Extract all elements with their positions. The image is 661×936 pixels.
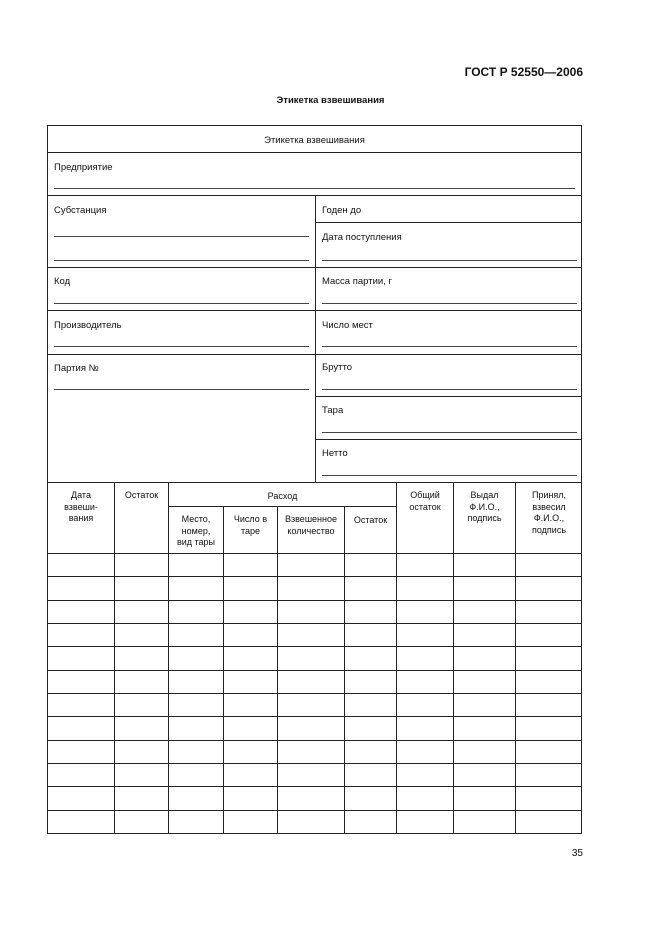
producer-label: Производитель [54, 320, 122, 331]
table-cell[interactable] [345, 811, 396, 833]
col-remainder-header: Остаток [124, 490, 159, 500]
gross-divider [315, 396, 581, 397]
table-cell[interactable] [454, 811, 515, 833]
table-cell[interactable] [345, 647, 396, 669]
table-cell[interactable] [516, 717, 581, 739]
table-cell[interactable] [49, 647, 114, 669]
table-cell[interactable] [278, 694, 344, 716]
table-cell[interactable] [454, 787, 515, 809]
table-cell[interactable] [224, 577, 277, 599]
sub-count-header: Число в таре [233, 514, 268, 536]
table-cell[interactable] [49, 577, 114, 599]
table-cell[interactable] [169, 694, 223, 716]
table-cell[interactable] [115, 741, 168, 763]
code-label: Код [54, 276, 71, 287]
net-label: Нетто [322, 448, 348, 459]
expense-subheader-divider [168, 506, 396, 507]
col-issued-header: Выдал Ф.И.О., подпись [467, 490, 502, 523]
table-cell[interactable] [224, 787, 277, 809]
form-caption: Этикетка взвешивания [264, 135, 365, 146]
table-cell[interactable] [278, 741, 344, 763]
table-cell[interactable] [345, 694, 396, 716]
table-cell[interactable] [345, 717, 396, 739]
table-cell[interactable] [224, 694, 277, 716]
batch-number-fill-line[interactable] [54, 389, 309, 390]
table-cell[interactable] [278, 717, 344, 739]
batch-number-label: Партия № [54, 363, 99, 374]
enterprise-label: Предприятие [54, 162, 113, 173]
table-cell[interactable] [516, 554, 581, 576]
table-cell[interactable] [49, 624, 114, 646]
table-cell[interactable] [397, 554, 453, 576]
net-fill-line[interactable] [322, 475, 577, 476]
table-cell[interactable] [115, 764, 168, 786]
table-cell[interactable] [224, 601, 277, 623]
table-cell[interactable] [278, 671, 344, 693]
table-cell[interactable] [224, 624, 277, 646]
places-label: Число мест [322, 320, 373, 331]
table-cell[interactable] [345, 741, 396, 763]
table-cell[interactable] [49, 811, 114, 833]
substance-fill-line-1[interactable] [54, 236, 309, 237]
table-cell[interactable] [454, 624, 515, 646]
table-cell[interactable] [397, 764, 453, 786]
table-cell[interactable] [454, 601, 515, 623]
table-cell[interactable] [169, 811, 223, 833]
table-cell[interactable] [454, 647, 515, 669]
table-cell[interactable] [49, 717, 114, 739]
table-cell[interactable] [454, 764, 515, 786]
table-cell[interactable] [345, 671, 396, 693]
table-cell[interactable] [454, 694, 515, 716]
table-cell[interactable] [516, 694, 581, 716]
expiry-label: Годен до [322, 205, 362, 216]
table-cell[interactable] [278, 647, 344, 669]
enterprise-fill-line[interactable] [54, 188, 575, 189]
table-cell[interactable] [49, 554, 114, 576]
table-cell[interactable] [224, 647, 277, 669]
table-cell[interactable] [169, 671, 223, 693]
table-cell[interactable] [49, 764, 114, 786]
col-date-header: Дата взвеши- вания [64, 490, 98, 523]
table-cell[interactable] [516, 577, 581, 599]
table-cell[interactable] [278, 764, 344, 786]
page-number: 35 [571, 848, 583, 859]
table-cell[interactable] [516, 787, 581, 809]
weighing-label-form [47, 125, 582, 834]
table-cell[interactable] [278, 624, 344, 646]
table-cell[interactable] [345, 554, 396, 576]
table-cell[interactable] [49, 671, 114, 693]
table-cell[interactable] [454, 717, 515, 739]
table-cell[interactable] [115, 811, 168, 833]
table-cell[interactable] [169, 601, 223, 623]
table-cell[interactable] [224, 811, 277, 833]
table-cell[interactable] [397, 601, 453, 623]
table-cell[interactable] [224, 717, 277, 739]
col-received-header: Принял, взвесил Ф.И.О., подпись [531, 490, 567, 535]
table-cell[interactable] [115, 787, 168, 809]
table-cell[interactable] [169, 554, 223, 576]
table-cell[interactable] [516, 624, 581, 646]
table-cell[interactable] [345, 787, 396, 809]
expiry-divider [315, 222, 581, 223]
table-cell[interactable] [345, 764, 396, 786]
gross-label: Брутто [322, 362, 353, 373]
tare-divider [315, 439, 581, 440]
table-cell[interactable] [397, 717, 453, 739]
table-cell[interactable] [454, 554, 515, 576]
table-cell[interactable] [278, 811, 344, 833]
table-cell[interactable] [278, 554, 344, 576]
table-cell[interactable] [224, 741, 277, 763]
table-cell[interactable] [224, 764, 277, 786]
table-top-border [48, 482, 581, 483]
batch-mass-fill-line[interactable] [322, 303, 577, 304]
col-total-header: Общий остаток [409, 490, 441, 512]
table-cell[interactable] [397, 647, 453, 669]
table-cell[interactable] [115, 717, 168, 739]
tare-label: Тара [322, 405, 344, 416]
table-cell[interactable] [115, 671, 168, 693]
table-cell[interactable] [278, 787, 344, 809]
batch-mass-label: Масса партии, г [322, 276, 392, 287]
sub-weighed-header: Взвешенное количество [285, 514, 337, 536]
table-cell[interactable] [397, 741, 453, 763]
table-cell[interactable] [49, 741, 114, 763]
table-cell[interactable] [49, 694, 114, 716]
sub-remainder-header: Остаток [353, 515, 388, 525]
producer-fill-line[interactable] [54, 346, 309, 347]
table-cell[interactable] [345, 624, 396, 646]
table-cell[interactable] [224, 554, 277, 576]
table-cell[interactable] [516, 741, 581, 763]
arrival-date-fill-line[interactable] [322, 260, 577, 261]
table-cell[interactable] [516, 671, 581, 693]
table-cell[interactable] [115, 554, 168, 576]
table-cell[interactable] [397, 694, 453, 716]
table-cell[interactable] [516, 811, 581, 833]
table-cell[interactable] [224, 671, 277, 693]
table-cell[interactable] [516, 647, 581, 669]
table-cell[interactable] [115, 601, 168, 623]
table-cell[interactable] [115, 624, 168, 646]
table-cell[interactable] [397, 577, 453, 599]
table-cell[interactable] [397, 787, 453, 809]
tare-fill-line[interactable] [322, 432, 577, 433]
document-title: Этикетка взвешивания [276, 95, 385, 106]
table-cell[interactable] [278, 577, 344, 599]
code-fill-line[interactable] [54, 303, 309, 304]
table-cell[interactable] [115, 694, 168, 716]
table-cell[interactable] [397, 811, 453, 833]
table-cell[interactable] [516, 601, 581, 623]
table-cell[interactable] [115, 577, 168, 599]
gross-fill-line[interactable] [322, 389, 577, 390]
table-cell[interactable] [169, 787, 223, 809]
table-cell[interactable] [454, 577, 515, 599]
col-expense-header: Расход [267, 491, 298, 501]
table-cell[interactable] [169, 624, 223, 646]
standard-number: ГОСТ Р 52550—2006 [464, 65, 583, 79]
table-cell[interactable] [49, 601, 114, 623]
table-cell[interactable] [397, 671, 453, 693]
table-cell[interactable] [516, 764, 581, 786]
substance-fill-line-2[interactable] [54, 260, 309, 261]
table-cell[interactable] [169, 764, 223, 786]
table-cell[interactable] [345, 577, 396, 599]
table-cell[interactable] [169, 577, 223, 599]
places-fill-line[interactable] [322, 346, 577, 347]
table-cell[interactable] [454, 741, 515, 763]
caption-divider [48, 152, 581, 153]
table-cell[interactable] [397, 624, 453, 646]
table-cell[interactable] [454, 671, 515, 693]
table-cell[interactable] [169, 741, 223, 763]
table-cell[interactable] [169, 717, 223, 739]
table-cell[interactable] [115, 647, 168, 669]
arrival-date-label: Дата поступления [322, 232, 402, 243]
table-cell[interactable] [49, 787, 114, 809]
table-cell[interactable] [169, 647, 223, 669]
table-cell[interactable] [278, 601, 344, 623]
middle-divider [315, 195, 316, 482]
sub-place-header: Место, номер, вид тары [176, 514, 216, 547]
table-cell[interactable] [345, 601, 396, 623]
substance-label: Субстанция [54, 205, 107, 216]
